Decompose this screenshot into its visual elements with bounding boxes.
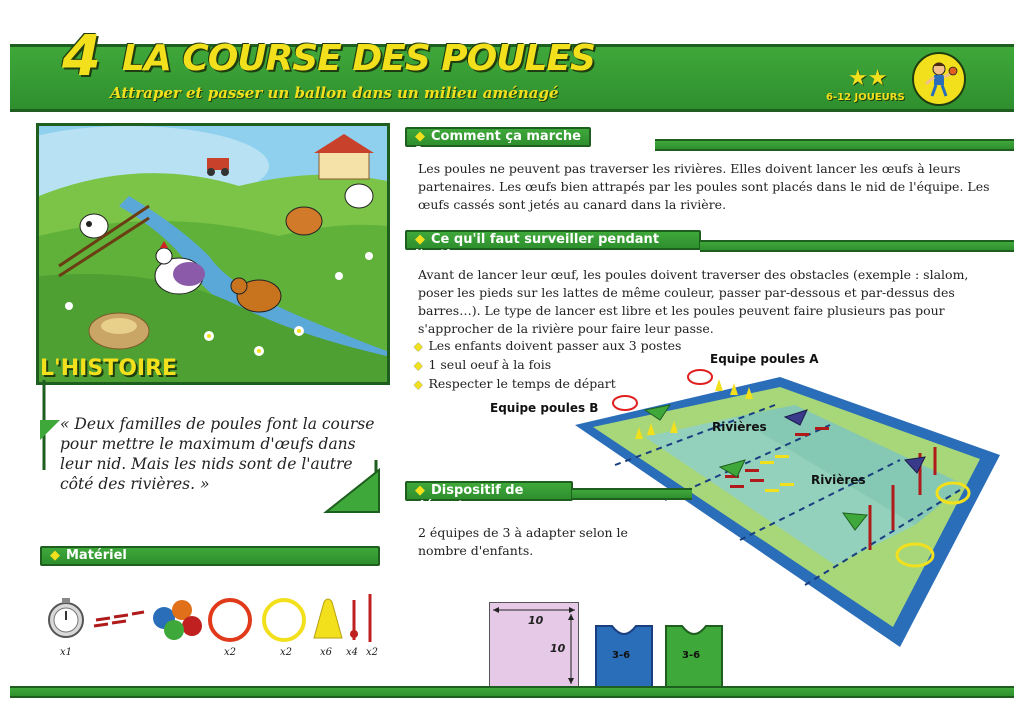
materiel-icons <box>44 590 384 650</box>
count-pole: x2 <box>366 647 379 658</box>
slats-icon <box>94 612 144 626</box>
team-a-label: Equipe poules A <box>710 352 819 366</box>
section-dispositif-title: Dispositif de départ <box>415 483 524 514</box>
section-surveiller-header <box>405 230 701 263</box>
footer-bar <box>10 686 1014 698</box>
player-badge-icon <box>912 52 966 106</box>
story-illustration <box>36 123 390 385</box>
histoire-label: L'HISTOIRE <box>40 356 178 381</box>
page-title: LA COURSE DES POULES <box>122 38 595 79</box>
bib-blue-label: 3-6 <box>612 650 631 661</box>
list-item: ◆ Les enfants doivent passer aux 3 postes <box>414 337 694 356</box>
river-label: Rivières <box>811 473 866 487</box>
count-stopwatch: x1 <box>60 647 73 658</box>
players-count: 6-12 JOUEURS <box>826 92 905 103</box>
bullet-icon: ◆ <box>415 483 425 498</box>
count-hoop-yellow: x2 <box>280 647 293 658</box>
count-cone: x6 <box>320 647 333 658</box>
hoop-icon <box>264 600 304 640</box>
count-hoop-red: x2 <box>224 647 237 658</box>
activity-number: 4 <box>62 24 100 89</box>
team-b-label: Equipe poules B <box>490 401 599 415</box>
section-divider <box>700 240 1014 252</box>
difficulty-stars: ★★ <box>848 66 888 91</box>
bullet-icon: ◆ <box>415 232 425 247</box>
section-dispositif-text: 2 équipes de 3 à adapter selon le nombre d'enfants. <box>418 525 628 558</box>
section-dispositif-header <box>405 481 573 514</box>
bib-green-label: 3-6 <box>682 650 701 661</box>
section-comment-text: Les poules ne peuvent pas traverser les rivières. Elles doivent lancer les œufs à leurs partenaires. Les œufs bien attrapés par les poules sont placés dans le nid de l'équipe. Les œufs cassés sont jetés au canard dans la rivière. <box>418 161 990 212</box>
section-divider <box>655 139 1014 151</box>
section-materiel-title: Matériel <box>66 548 127 563</box>
section-surveiller-text: Avant de lancer leur œuf, les poules doivent traverser des obstacles (exemple : slalom, poser les pieds sur les lattes de même couleur, passer par-dessous et par-dessus des barres…). Le type de lancer est libre et les poules peuvent faire plusieurs pas pour s'approcher de la rivière pour faire leur passe. <box>418 267 969 336</box>
cone-icon <box>314 599 342 638</box>
section-divider <box>572 488 692 500</box>
list-item: ◆ Respecter le temps de départ <box>414 375 694 394</box>
field-diagram <box>575 365 1000 655</box>
stake-icon <box>350 600 358 640</box>
section-comment-title: Comment ça marche ? <box>415 129 581 160</box>
balls-icon <box>153 600 202 640</box>
count-stake: x4 <box>346 647 359 658</box>
hoop-icon <box>210 600 250 640</box>
section-comment-header <box>405 127 591 160</box>
terrain-width: 10 <box>528 614 544 627</box>
list-item: ◆ 1 seul oeuf à la fois <box>414 356 694 375</box>
terrain-height: 10 <box>550 642 566 655</box>
bullet-icon: ◆ <box>415 129 425 144</box>
story-quote: « Deux familles de poules font la course pour mettre le maximum d'œufs dans leur nid. Mais les nids sont de l'autre côté des rivières. » <box>60 415 375 493</box>
bullet-icon: ◆ <box>50 548 60 563</box>
river-label: Rivières <box>712 420 767 434</box>
section-surveiller-title: Ce qu'il faut surveiller pendant l'action <box>415 232 660 263</box>
stopwatch-icon <box>49 598 83 637</box>
section-materiel-header <box>40 546 380 566</box>
page-subtitle: Attraper et passer un ballon dans un milieu aménagé <box>110 84 559 102</box>
